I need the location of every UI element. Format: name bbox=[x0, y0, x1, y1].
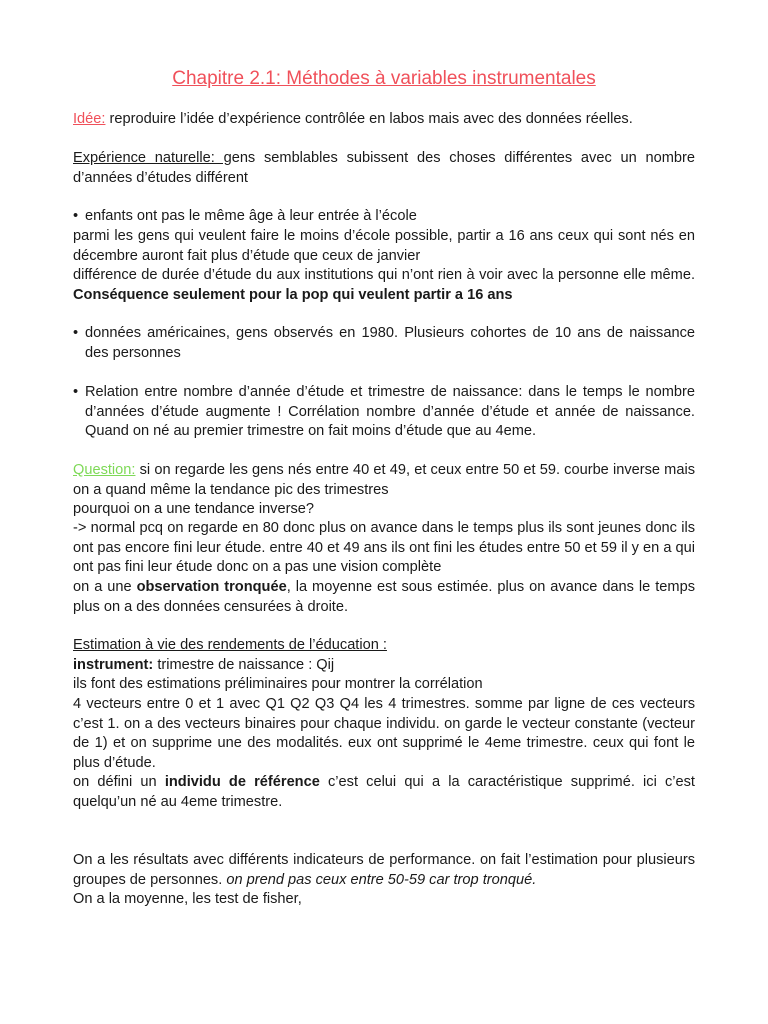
bullet-dot: • bbox=[73, 208, 79, 224]
instrument-label: instrument: bbox=[73, 657, 154, 673]
vecteurs-paragraph: 4 vecteurs entre 0 et 1 avec Q1 Q2 Q3 Q4 les 4 trimestres. somme par ligne de ces vecteurs c’est 1. on a des vecteurs binaires pour chaque individu. on garde le vecteur constante (vecteur de 1) et on supprime une des modalités. eux ont supprimé le 4eme trimestre. ceux qui font le plus d’étude. bbox=[73, 696, 695, 771]
instrument-line bbox=[73, 656, 695, 676]
question-text: si on regarde les gens nés entre 40 et 49, et ceux entre 50 et 59. courbe inverse mais on a quand même la tendance pic des trimestres bbox=[73, 462, 695, 498]
bullet-item: enfants ont pas le même âge à leur entrée à l’école bbox=[85, 208, 417, 224]
reference-paragraph bbox=[73, 773, 695, 812]
experience-label: Expérience naturelle: g bbox=[73, 150, 232, 166]
bullet-dot: • bbox=[73, 325, 79, 341]
resultats-italic: on prend pas ceux entre 50-59 car trop tronqué. bbox=[226, 871, 537, 888]
preliminaires-line: ils font des estimations préliminaires pour montrer la corrélation bbox=[73, 676, 483, 692]
reference-bold: individu de référence bbox=[164, 774, 320, 790]
resultats-paragraph bbox=[73, 851, 695, 890]
experience-paragraph bbox=[73, 149, 695, 188]
idee-paragraph bbox=[73, 110, 695, 130]
observation-bold: observation tronquée bbox=[136, 579, 287, 595]
moyenne-line: On a la moyenne, les test de fisher, bbox=[73, 891, 302, 907]
question-label: Question: bbox=[73, 462, 136, 478]
experience-text: ens semblables subissent des choses différentes avec un nombre d’années d’études différent bbox=[73, 150, 695, 186]
difference-paragraph bbox=[73, 266, 695, 305]
pourquoi-line: pourquoi on a une tendance inverse? bbox=[73, 501, 314, 517]
bullet-dot: • bbox=[73, 384, 79, 400]
difference-text: différence de durée d’étude du aux institutions qui n’ont rien à voir avec la personne elle même. bbox=[73, 267, 695, 283]
normal-paragraph: -> normal pcq on regarde en 80 donc plus on avance dans le temps plus ils sont jeunes donc ils ont pas encore fini leur étude. entre 40 et 49 ans ils ont fini les études entre 50 et 59 il y en a qui ont pas fini leur étude donc on a pas une vision complète bbox=[73, 520, 695, 575]
reference-before: on défini un bbox=[73, 774, 165, 790]
bullet-item: Relation entre nombre d’année d’étude et trimestre de naissance: dans le temps le nombre d’années d’étude augmente ! Corrélation nombre d’année d’étude et année de naissance. Quand on né au premier trimestre on fait moins d’étude que au 4eme. bbox=[85, 384, 695, 439]
difference-bold: Conséquence seulement pour la pop qui veulent partir a 16 ans bbox=[73, 286, 513, 303]
resultats-text: On a les résultats avec différents indicateurs de performance. on fait l’estimation pour plusieurs groupes de personnes. bbox=[73, 852, 695, 888]
observation-before: on a une bbox=[73, 579, 137, 595]
parmi-paragraph: parmi les gens qui veulent faire le moins d’école possible, partir a 16 ans ceux qui sont nés en décembre auront fait plus d’étude que ceux de janvier bbox=[73, 228, 695, 264]
instrument-text: trimestre de naissance : Qij bbox=[153, 657, 335, 673]
observation-paragraph bbox=[73, 578, 695, 617]
idee-label: Idée: bbox=[73, 111, 106, 127]
reference-after: c’est celui qui a la caractéristique supprimé. ici c’est quelqu’un né au 4eme trimestre. bbox=[73, 774, 695, 810]
page-title: Chapitre 2.1: Méthodes à variables instrumentales bbox=[172, 68, 596, 89]
idee-text: reproduire l’idée d’expérience contrôlée en labos mais avec des données réelles. bbox=[105, 111, 633, 127]
question-paragraph bbox=[73, 461, 695, 500]
bullet-item: données américaines, gens observés en 1980. Plusieurs cohortes de 10 ans de naissance des personnes bbox=[85, 325, 695, 361]
estimation-heading: Estimation à vie des rendements de l’éducation : bbox=[73, 637, 387, 653]
observation-after: , la moyenne est sous estimée. plus on avance dans le temps plus on a des données censurées à droite. bbox=[73, 579, 695, 615]
